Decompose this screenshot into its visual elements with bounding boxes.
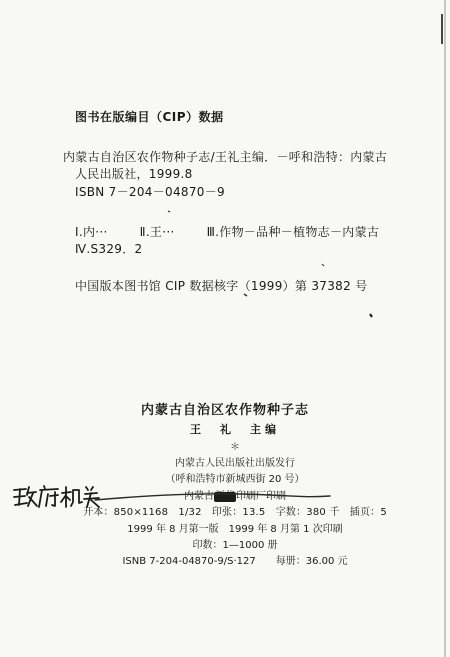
ink-blot: 新华 (215, 491, 235, 502)
colophon-isbn-price: ISNB 7-204-04870-9/S·127 每册：36.00 元 (122, 556, 348, 567)
colophon-separator: ＊ (230, 442, 240, 453)
cip-heading: 图书在版编目（CIP）数据 (75, 110, 224, 124)
cip-line-publisher: 人民出版社，1999.8 (75, 167, 193, 181)
cip-subject-1: Ⅰ.内··· (75, 225, 108, 239)
colophon-printer (10, 492, 450, 502)
cip-line-subjects (75, 226, 379, 238)
cip-line-title: 内蒙古自治区农作物种子志/王礼主编．－呼和浩特：内蒙古 (63, 150, 388, 164)
colophon-print-run: 印数：1—1000 册 (192, 540, 278, 551)
printer-suffix: 印刷厂印刷 (236, 491, 286, 502)
cip-line-record-number: 中国版本图书馆 CIP 数据核字（1999）第 37382 号 (75, 279, 368, 293)
colophon-title: 内蒙古自治区农作物种子志 (140, 403, 309, 418)
cip-line-isbn: ISBN 7－204－04870－9 (75, 185, 225, 199)
colophon-edition: 1999 年 8 月第一版 1999 年 8 月第 1 次印刷 (127, 524, 343, 535)
colophon-author: 王 礼 主编 (190, 423, 280, 436)
colophon-publisher: 内蒙古人民出版社出版发行 (175, 458, 295, 469)
colophon-specs: 开本：850×1168 1/32 印张：13.5 字数：380 千 插页：5 (83, 507, 387, 518)
cip-subject-2: Ⅱ.王··· (139, 225, 175, 239)
cip-line-classification: Ⅳ.S329．2 (75, 242, 143, 256)
printer-prefix: 内蒙古 (184, 491, 214, 502)
colophon-address: （呼和浩特市新城西街 20 号） (165, 474, 305, 485)
cip-subject-3: Ⅲ.作物－品种－植物志－内蒙古 (206, 225, 380, 239)
scan-mark (441, 14, 443, 44)
